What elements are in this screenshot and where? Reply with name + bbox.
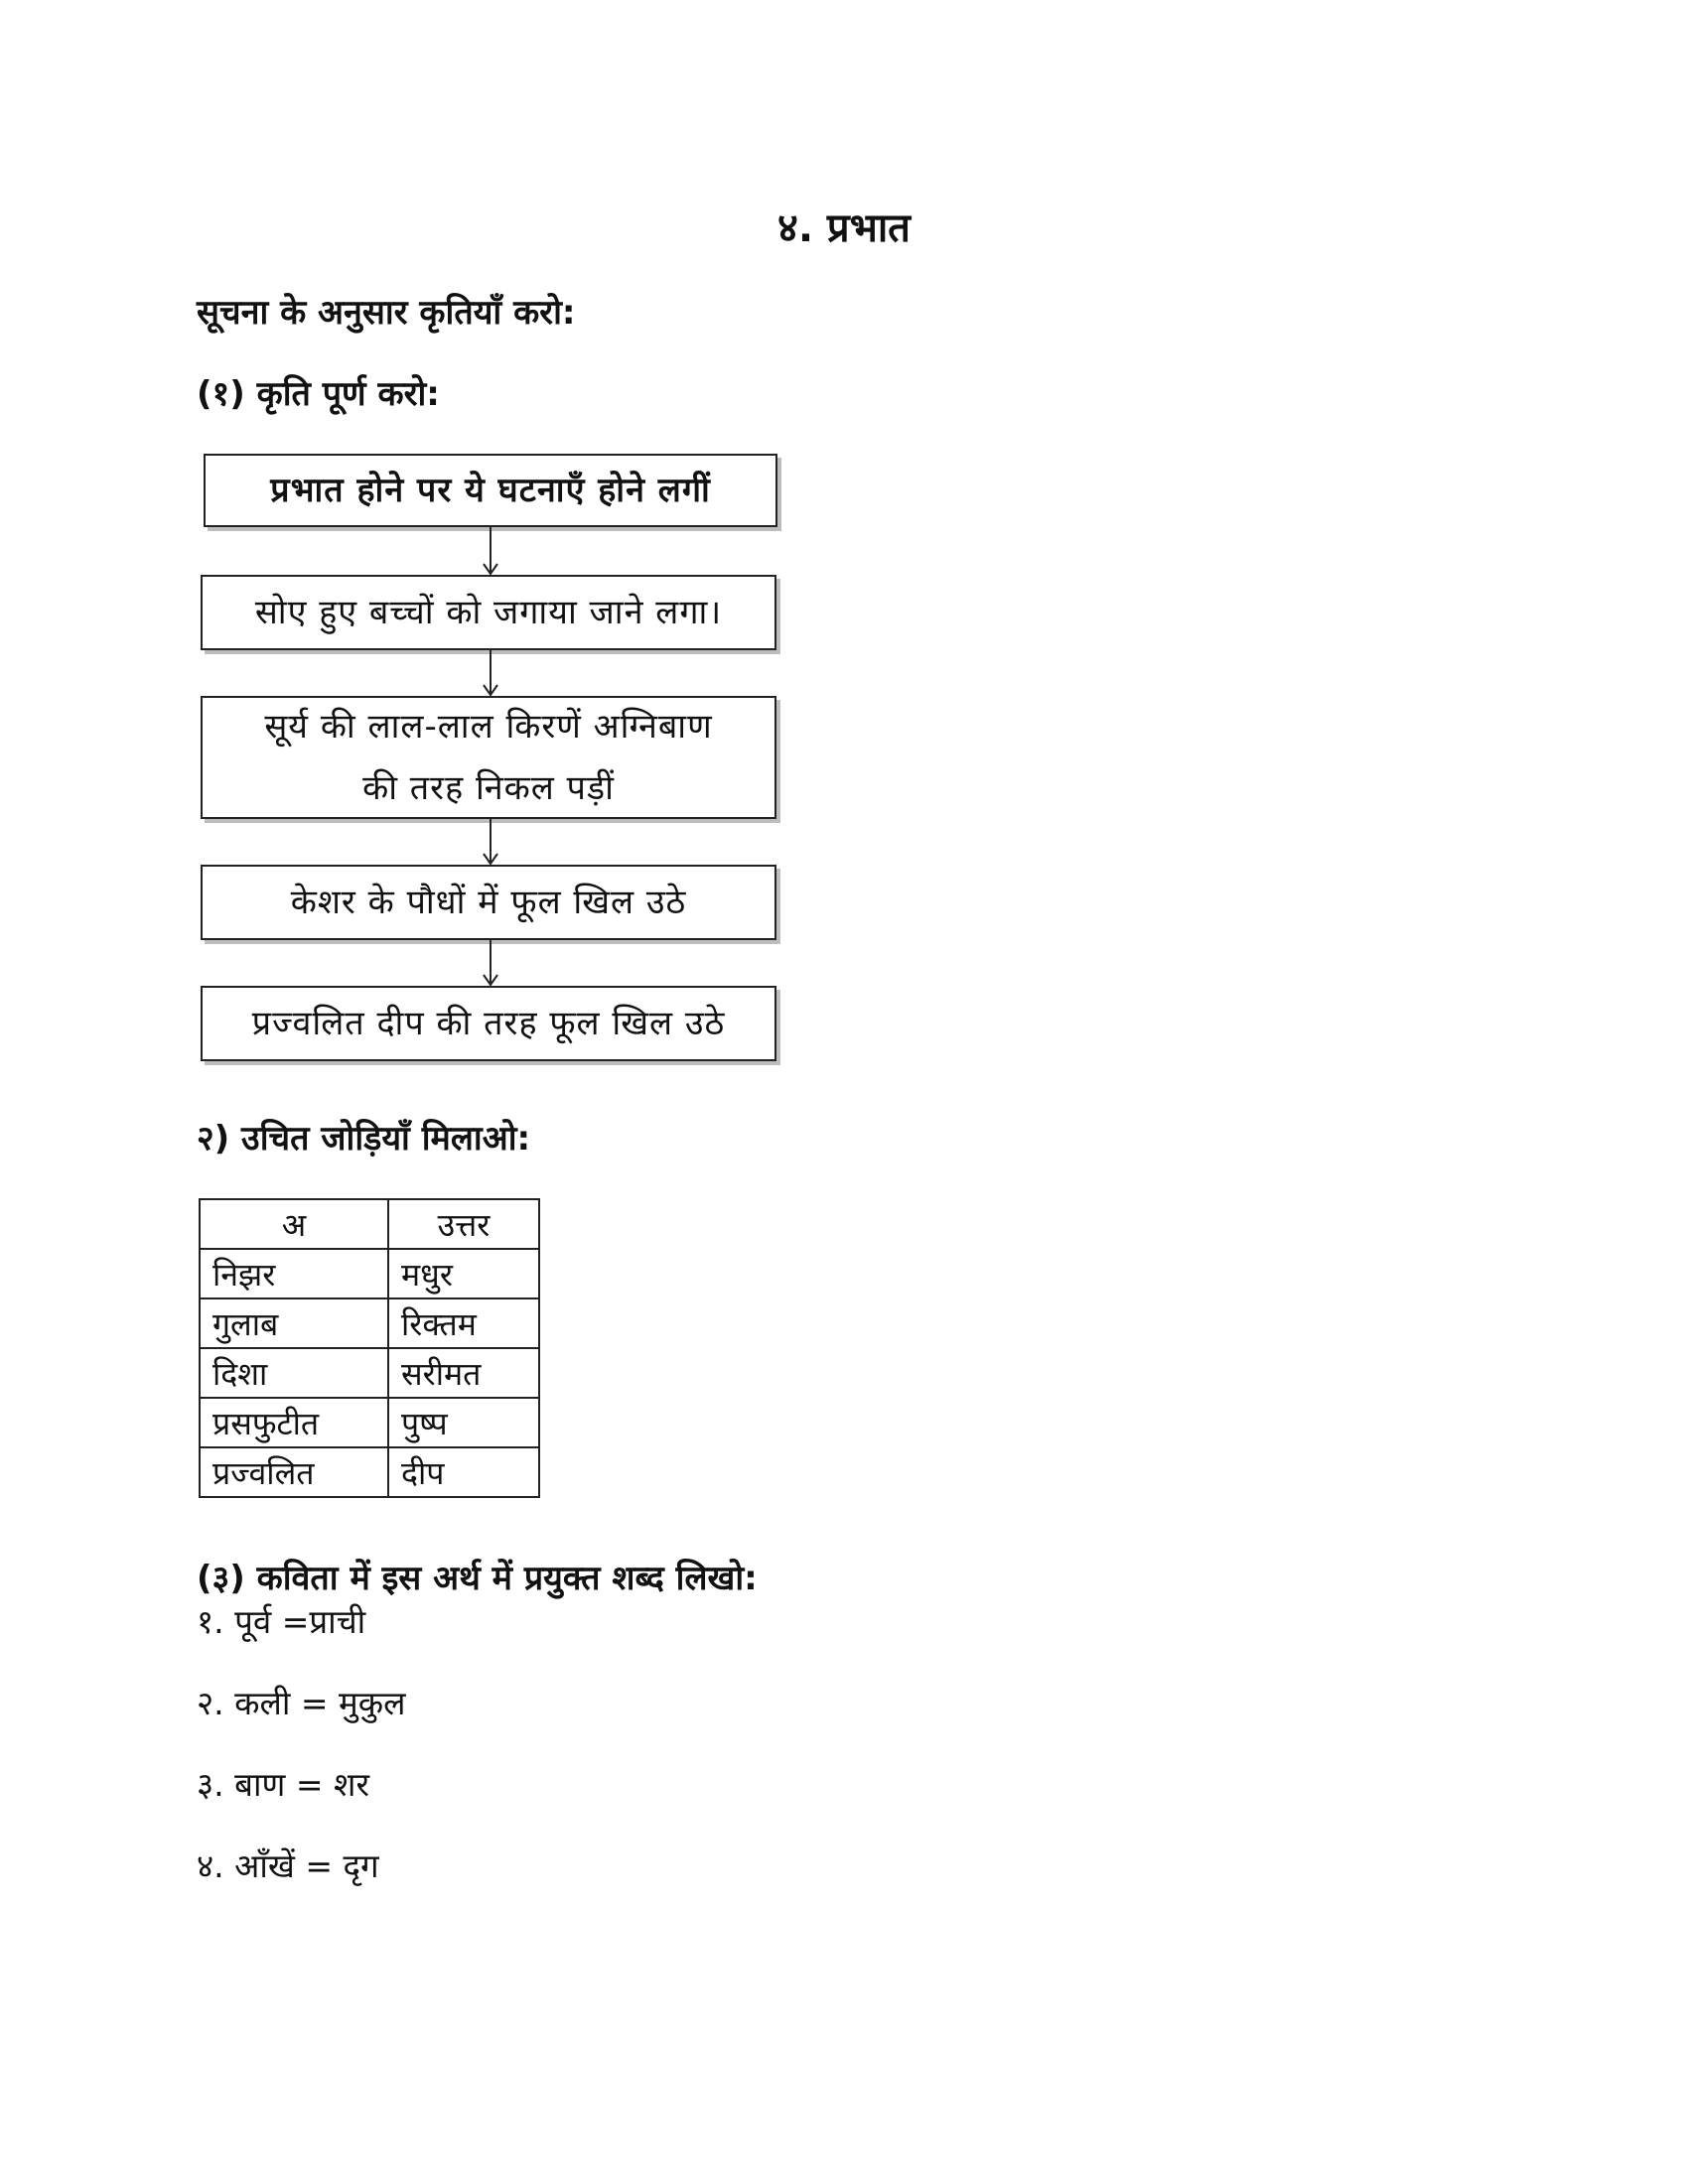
page-title: ४. प्रभात — [777, 205, 911, 251]
flow-box-step-2 — [201, 696, 776, 819]
flow-box-step-4-text: प्रज्वलित दीप की तरह फूल खिल उठे — [251, 1004, 726, 1043]
flow-box-step-1-text: सोए हुए बच्चों को जगाया जाने लगा। — [254, 593, 723, 632]
table-cell: दिशा — [200, 1348, 388, 1398]
answer-line-3: ३. बाण = शर — [197, 1765, 369, 1804]
table-cell: दीप — [388, 1447, 539, 1497]
answer-line-4: ४. आँखें = दृग — [197, 1846, 379, 1885]
flow-box-step-2-line-2: की तरह निकल पड़ीं — [362, 768, 615, 808]
column-header-a: अ — [200, 1199, 388, 1249]
table-cell: प्रज्वलित — [200, 1447, 388, 1497]
q2-heading: २) उचित जोड़ियाँ मिलाओ: — [197, 1119, 531, 1159]
flow-box-step-4 — [201, 986, 776, 1061]
flow-arrow-down-icon — [479, 527, 502, 575]
answer-line-2: २. कली = मुकुल — [197, 1684, 406, 1722]
table-cell: मधुर — [388, 1249, 539, 1298]
flow-arrow-down-icon — [479, 819, 502, 865]
flow-box-step-2-line-1: सूर्य की लाल-लाल किरणें अग्निबाण — [264, 707, 713, 747]
table-cell: प्रसफुटीत — [200, 1398, 388, 1447]
q3-heading: (३) कविता में इस अर्थ में प्रयुक्त शब्द लिखो: — [197, 1559, 758, 1598]
table-cell: गुलाब — [200, 1298, 388, 1348]
flow-arrow-down-icon — [479, 650, 502, 696]
table-row — [200, 1398, 539, 1447]
flow-box-step-1 — [201, 575, 776, 650]
table-header-row — [200, 1199, 539, 1249]
table-row — [200, 1447, 539, 1497]
flow-arrow-down-icon — [479, 940, 502, 986]
table-row — [200, 1249, 539, 1298]
table-cell: निझर — [200, 1249, 388, 1298]
flow-box-step-3 — [201, 865, 776, 940]
instruction-text: सूचना के अनुसार कृतियाँ करो: — [197, 293, 576, 333]
table-cell: पुष्प — [388, 1398, 539, 1447]
flow-box-step-3-text: केशर के पौधों में फूल खिल उठे — [290, 883, 687, 922]
column-header-answer: उत्तर — [388, 1199, 539, 1249]
answer-line-1: १. पूर्व =प्राची — [197, 1602, 366, 1641]
flow-box-heading-text: प्रभात होने पर ये घटनाएँ होने लगीं — [270, 471, 711, 510]
q1-heading: (१) कृति पूर्ण करो: — [197, 374, 440, 414]
table-row — [200, 1298, 539, 1348]
table-cell: रिक्तम — [388, 1298, 539, 1348]
match-pairs-table — [199, 1198, 540, 1498]
table-cell: सरीमत — [388, 1348, 539, 1398]
flow-box-heading — [204, 454, 777, 527]
table-row — [200, 1348, 539, 1398]
